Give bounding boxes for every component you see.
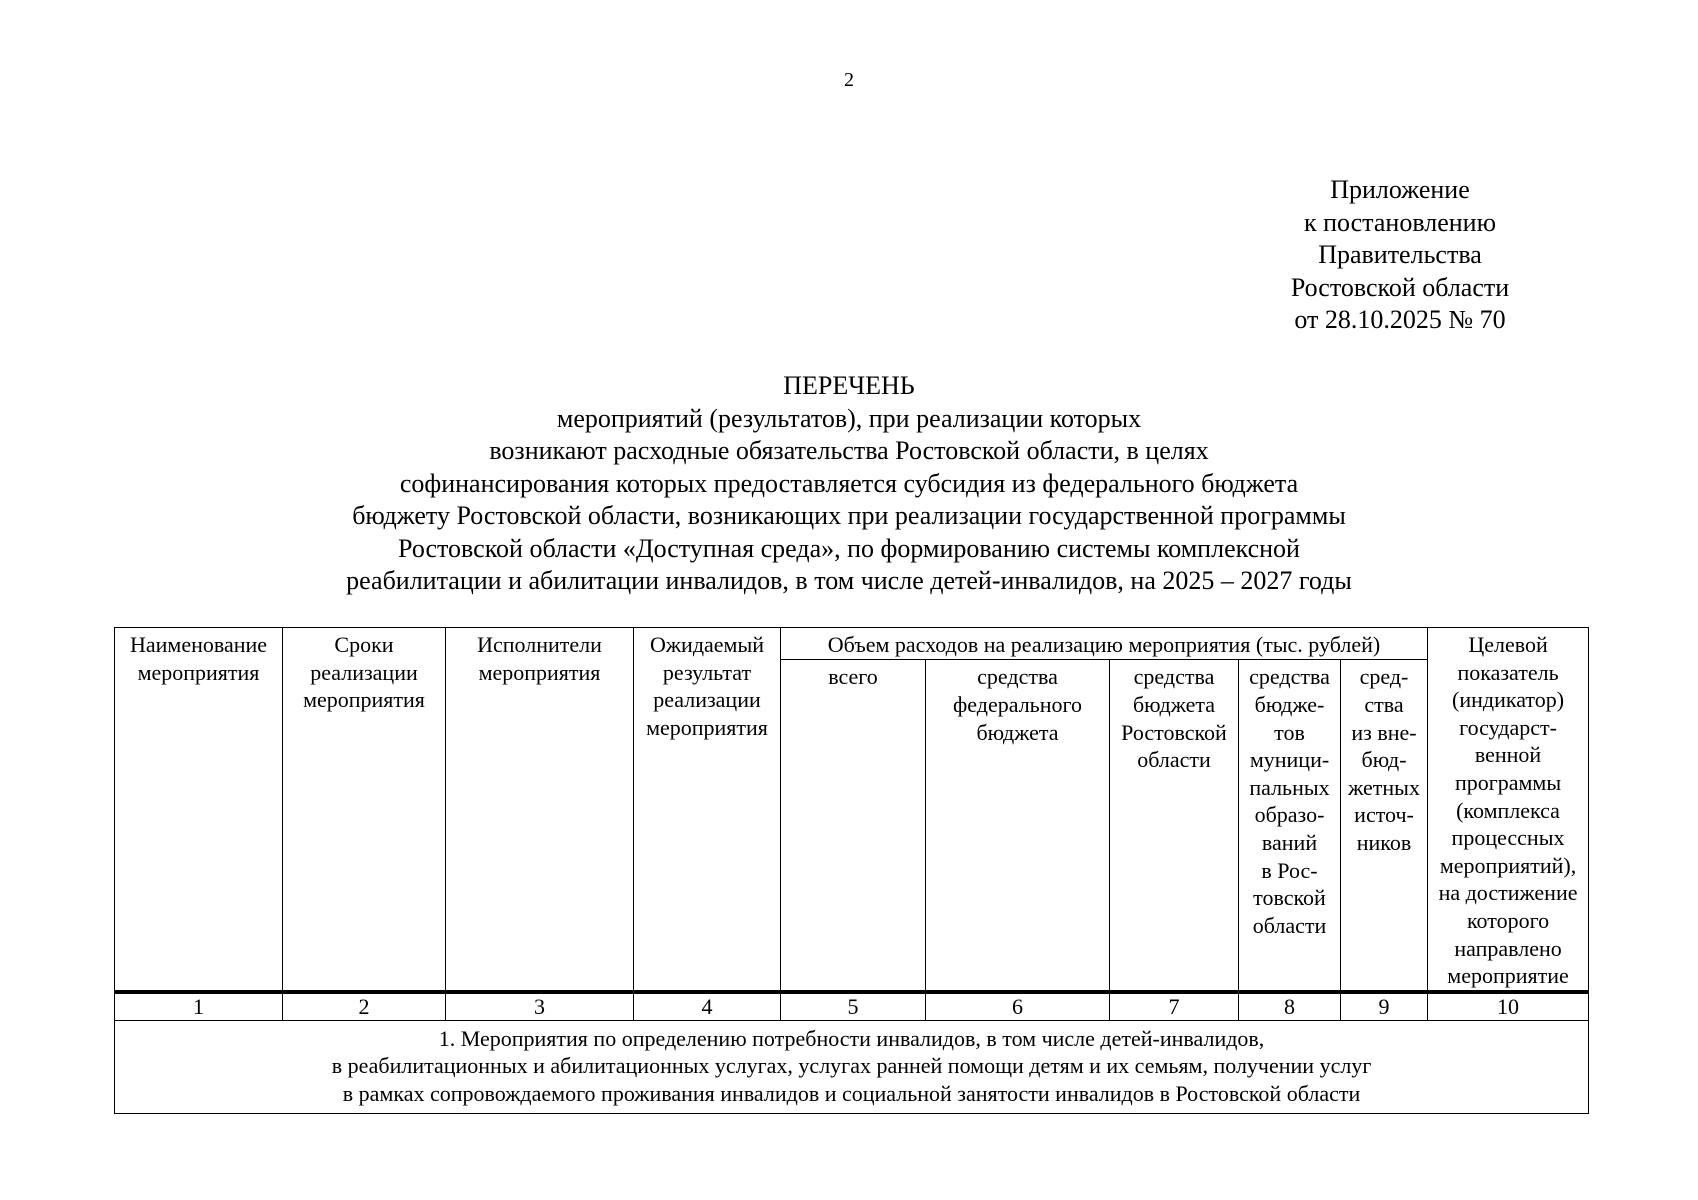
- cell-text-line: средства: [1133, 664, 1215, 690]
- cell-text-line: бюджета: [976, 719, 1059, 745]
- cell-text-line: сред-: [1359, 664, 1409, 690]
- header-expected-result: [634, 628, 781, 992]
- cell-text-line: реализации: [310, 659, 418, 685]
- cell-text-line: средства: [1249, 664, 1330, 690]
- header-total: [781, 660, 926, 992]
- appendix-line: Правительства: [1318, 240, 1482, 269]
- cell-text-line: источ-: [1354, 802, 1414, 828]
- cell-text-line: бюджета: [1132, 692, 1216, 717]
- cell-text-line: пальных: [1249, 774, 1330, 800]
- appendix-line: Приложение: [1330, 175, 1470, 204]
- column-number: 5: [781, 992, 926, 1021]
- cell-text-line: процессных: [1451, 825, 1565, 851]
- column-number: 9: [1341, 992, 1428, 1021]
- cell-text-line: области: [1137, 747, 1211, 773]
- header-regional-budget: [1110, 660, 1239, 992]
- cell-text-line: мероприятий),: [1439, 852, 1577, 878]
- cell-text-line: ников: [1356, 829, 1412, 855]
- cell-text-line: на достижение: [1438, 880, 1578, 906]
- title-line: мероприятий (результатов), при реализации которых: [556, 403, 1142, 433]
- cell-text-line: мероприятия: [646, 714, 768, 740]
- cell-text-line: показатель: [1457, 659, 1559, 685]
- header-activity-name: [115, 628, 283, 992]
- cell-text-line: товской: [1253, 885, 1326, 911]
- cell-text-line: мероприятия: [478, 659, 601, 685]
- cell-text-line: (индикатор): [1452, 687, 1565, 713]
- cell-text-line: направлено: [1454, 935, 1562, 961]
- cell-text-line: из вне-: [1351, 719, 1417, 745]
- cell-text-line: Ростовской: [1121, 719, 1227, 745]
- cell-text-line: мероприятие: [1447, 963, 1569, 989]
- cell-text-line: Исполнители: [477, 632, 602, 657]
- header-implementation-period: [283, 628, 446, 992]
- appendix-line: Ростовской области: [1290, 272, 1510, 302]
- cell-text-line: мероприятия: [303, 687, 425, 713]
- cell-text-line: 1. Мероприятия по определению потребности инвалидов, в том числе детей-инвалидов,: [438, 1025, 1265, 1051]
- cell-text-line: области: [1252, 912, 1327, 938]
- document-title: [149, 370, 1549, 598]
- column-number: 2: [283, 992, 446, 1021]
- header-expenditure-group: Объем расходов на реализацию мероприятия (тыс. рублей): [781, 628, 1428, 660]
- page-number: 2: [844, 69, 854, 91]
- column-number: 6: [926, 992, 1110, 1021]
- column-number: 8: [1239, 992, 1341, 1021]
- appendix-line: от 28.10.2025 № 70: [1294, 305, 1506, 334]
- title-line: возникают расходные обязательства Ростовской области, в целях: [489, 436, 1209, 465]
- title-line: Ростовской области «Доступная среда», по формированию системы комплексной: [398, 533, 1300, 563]
- column-number: 3: [446, 992, 634, 1021]
- cell-text-line: реализации: [653, 687, 761, 713]
- cell-text-line: средства: [977, 664, 1058, 690]
- title-line: софинансирования которых предоставляется субсидия из федерального бюджета: [399, 468, 1299, 498]
- cell-text-line: в рамках сопровождаемого проживания инвалидов и социальной занятости инвалидов в Ростовской области: [342, 1080, 1361, 1106]
- cell-text-line: всего: [828, 664, 878, 690]
- cell-text-line: мероприятия: [137, 659, 260, 685]
- column-number: 1: [115, 992, 283, 1021]
- cell-text-line: бюдже-: [1254, 692, 1325, 717]
- cell-text-line: Наименование: [129, 632, 268, 657]
- header-extrabudgetary: [1341, 660, 1428, 992]
- cell-text-line: в реабилитационных и абилитационных услугах, услугах ранней помощи детям и их семьям, получении услуг: [331, 1053, 1372, 1079]
- title-line: реабилитации и абилитации инвалидов, в том числе детей-инвалидов, на 2025 – 2027 годы: [346, 566, 1352, 595]
- column-number: 4: [634, 992, 781, 1021]
- title-line: бюджету Ростовской области, возникающих при реализации государственной программы: [352, 501, 1346, 530]
- cell-text-line: ства: [1364, 692, 1404, 717]
- header-municipal-budgets: [1239, 660, 1341, 992]
- title-heading: ПЕРЕЧЕНЬ: [783, 371, 915, 400]
- measures-table: [114, 627, 1589, 1114]
- cell-text-line: результат: [662, 659, 752, 685]
- cell-text-line: тов: [1274, 719, 1305, 745]
- column-number: 7: [1110, 992, 1239, 1021]
- cell-text-line: бюд-: [1361, 747, 1407, 773]
- header-federal-budget: [926, 660, 1110, 992]
- cell-text-line: Целевой: [1468, 632, 1548, 657]
- section-1-heading: [115, 1020, 1589, 1113]
- cell-text-line: в Рос-: [1261, 857, 1318, 883]
- cell-text-line: программы: [1454, 769, 1562, 795]
- appendix-block: [1230, 174, 1570, 337]
- cell-text-line: венной: [1474, 742, 1542, 768]
- cell-text-line: Сроки: [334, 632, 394, 657]
- cell-text-line: муници-: [1249, 747, 1330, 773]
- column-number: 10: [1428, 992, 1589, 1021]
- cell-text-line: (комплекса: [1456, 797, 1560, 823]
- appendix-line: к постановлению: [1303, 207, 1497, 237]
- header-target-indicator: [1428, 628, 1589, 992]
- cell-text-line: жетных: [1348, 774, 1420, 800]
- cell-text-line: Ожидаемый: [649, 632, 765, 657]
- cell-text-line: которого: [1466, 907, 1550, 933]
- cell-text-line: ваний: [1261, 829, 1318, 855]
- header-executors: [446, 628, 634, 992]
- cell-text-line: государст-: [1459, 714, 1557, 740]
- cell-text-line: федерального: [953, 692, 1082, 717]
- cell-text-line: образо-: [1254, 802, 1325, 828]
